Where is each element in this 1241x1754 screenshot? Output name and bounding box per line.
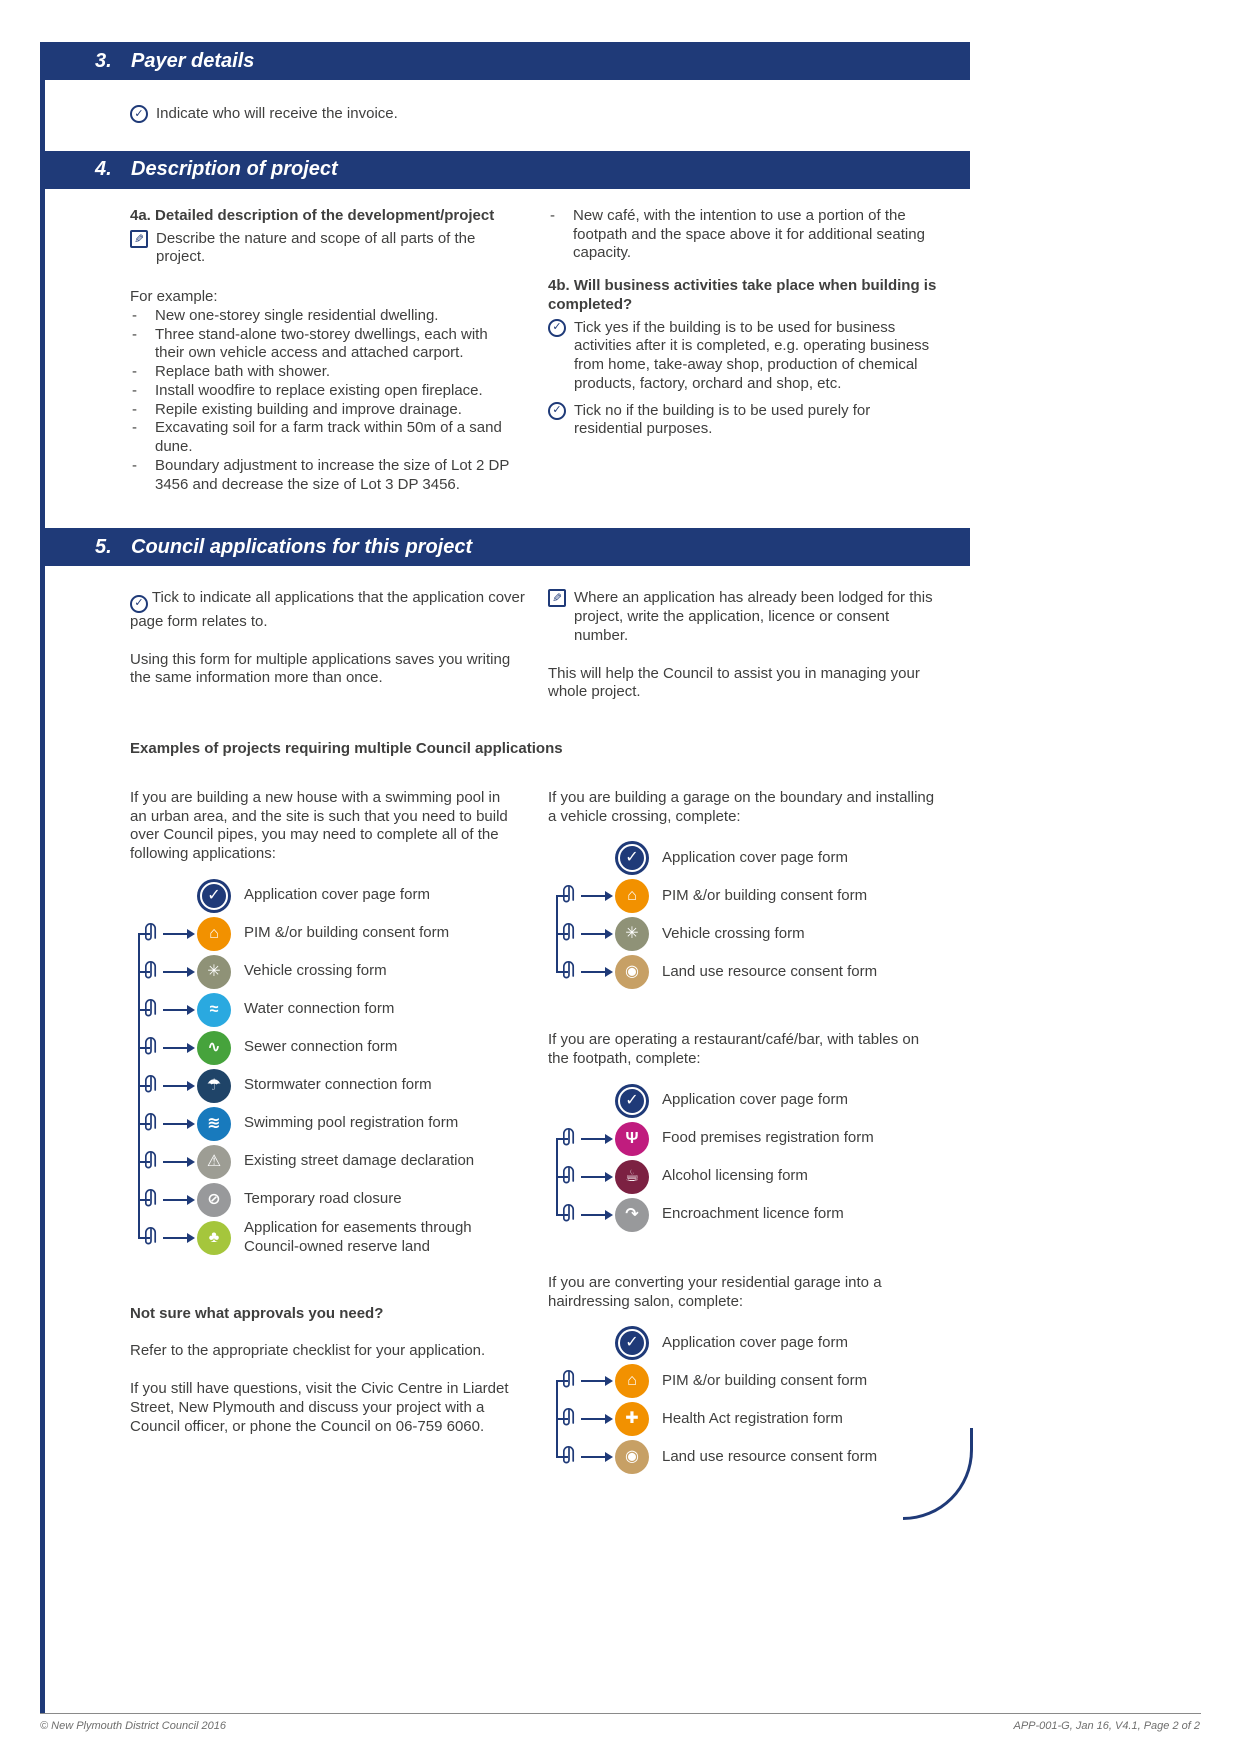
section-title: Payer details	[131, 49, 255, 72]
not-sure-heading: Not sure what approvals you need?	[130, 1304, 384, 1322]
example-list-continued	[548, 207, 940, 263]
encroachment-licence-icon: ↷	[615, 1198, 649, 1232]
section-5-intro-right	[548, 589, 940, 702]
form-label: Temporary road closure	[244, 1190, 402, 1208]
tick-note	[130, 589, 530, 631]
connector-lead	[556, 1158, 615, 1196]
section-title: Council applications for this project	[131, 535, 473, 558]
paperclip-icon	[563, 1203, 575, 1227]
arrow-icon	[581, 1418, 606, 1420]
form-label: Stormwater connection form	[244, 1076, 432, 1094]
form-label: Health Act registration form	[662, 1409, 843, 1427]
footer-copyright: © New Plymouth District Council 2016	[40, 1720, 227, 1732]
connector-lead	[556, 839, 615, 877]
pim-building-consent-icon: ⌂	[615, 1364, 649, 1398]
connector-lead	[556, 877, 615, 915]
connector-lead	[556, 953, 615, 991]
list-item: - Replace bath with shower.	[130, 363, 520, 382]
arrow-icon	[581, 971, 606, 973]
application-form-row	[556, 1158, 940, 1196]
form-label: Vehicle crossing form	[662, 924, 805, 942]
form-label: Application cover page form	[662, 848, 848, 866]
arrow-icon	[581, 1380, 606, 1382]
section-number: 4.	[95, 158, 112, 181]
arrow-icon	[163, 1009, 188, 1011]
application-form-row	[138, 1219, 520, 1257]
tick-no-text: Tick no if the building is to be used purely for residential purposes.	[574, 401, 871, 438]
payer-note-text: Indicate who will receive the invoice.	[156, 105, 398, 122]
section-5-scenarios	[130, 789, 1241, 1477]
list-item: - New one-storey single residential dwelling.	[130, 307, 520, 326]
pencil-box-icon: ✎	[130, 230, 148, 248]
application-form-tree	[556, 839, 940, 991]
section-5-header	[40, 528, 970, 566]
pim-building-consent-icon: ⌂	[197, 917, 231, 951]
application-form-row	[556, 1362, 940, 1400]
connector-lead	[556, 1196, 615, 1234]
paperclip-icon	[563, 1369, 575, 1393]
footer-divider	[40, 1713, 1201, 1714]
connector-lead	[138, 1067, 197, 1105]
form-label: Application cover page form	[662, 1333, 848, 1351]
multi-note-text: Using this form for multiple applications saves you writing the same information more than once.	[130, 650, 511, 687]
form-label: PIM &/or building consent form	[662, 1371, 868, 1389]
write-note	[548, 589, 940, 645]
paperclip-icon	[145, 1036, 157, 1060]
paperclip-icon	[145, 1226, 157, 1250]
arrow-icon	[163, 1161, 188, 1163]
footer-document-reference: APP-001-G, Jan 16, V4.1, Page 2 of 2	[1013, 1720, 1200, 1732]
paperclip-icon	[145, 1074, 157, 1098]
tick-note-text: Tick to indicate all applications that the application cover page form relates to.	[130, 589, 525, 630]
connector-lead	[138, 991, 197, 1029]
application-cover-page-icon: ✓	[197, 879, 231, 913]
paperclip-icon	[563, 1165, 575, 1189]
form-label: Encroachment licence form	[662, 1205, 844, 1223]
connector-lead	[556, 1362, 615, 1400]
connector-lead	[138, 953, 197, 991]
form-label: Land use resource consent form	[662, 1447, 878, 1465]
form-label: Application cover page form	[244, 886, 430, 904]
paperclip-icon	[145, 1150, 157, 1174]
paperclip-icon	[563, 1127, 575, 1151]
application-form-row	[138, 1181, 520, 1219]
scenario-intro: If you are building a new house with a swimming pool in an urban area, and the site is such that you need to build over Council pipes, you may need to complete all of the following applications:	[130, 788, 508, 862]
application-form-row	[556, 1324, 940, 1362]
list-item: - Repile existing building and improve drainage.	[130, 401, 520, 420]
application-form-row	[556, 1082, 940, 1120]
write-note-text: Where an application has already been lodged for this project, write the application, licence or consent number.	[574, 589, 933, 644]
form-label: PIM &/or building consent form	[662, 886, 868, 904]
question-4a-note-text: Describe the nature and scope of all parts of the project.	[156, 229, 476, 266]
sewer-connection-icon: ∿	[197, 1031, 231, 1065]
form-label: Land use resource consent form	[662, 962, 878, 980]
application-form-row	[138, 953, 520, 991]
connector-lead	[138, 1105, 197, 1143]
list-item: - Excavating soil for a farm track within 50m of a sand dune.	[130, 419, 520, 457]
example-list	[130, 307, 520, 495]
application-cover-page-icon: ✓	[615, 1326, 649, 1360]
swimming-pool-registration-icon: ≋	[197, 1107, 231, 1141]
paperclip-icon	[563, 1407, 575, 1431]
paperclip-icon	[145, 998, 157, 1022]
question-4a-heading: 4a. Detailed description of the development/project	[130, 206, 495, 224]
arrow-icon	[163, 933, 188, 935]
application-form-row	[138, 991, 520, 1029]
application-form-tree	[138, 877, 520, 1257]
arrow-icon	[163, 1047, 188, 1049]
arrow-icon	[163, 1237, 188, 1239]
arrow-icon	[581, 1176, 606, 1178]
paperclip-icon	[145, 1112, 157, 1136]
land-use-consent-icon: ◉	[615, 1440, 649, 1474]
section-3-header	[40, 42, 970, 80]
form-label: Food premises registration form	[662, 1129, 874, 1147]
form-label: Existing street damage declaration	[244, 1152, 475, 1170]
connector-lead	[556, 1400, 615, 1438]
section-5-intro	[130, 589, 1241, 702]
paperclip-icon	[563, 922, 575, 946]
form-label: Alcohol licensing form	[662, 1167, 808, 1185]
list-item: - Three stand-alone two-storey dwellings, each with their own vehicle access and attached carport.	[130, 326, 520, 364]
examples-heading: Examples of projects requiring multiple Council applications	[130, 740, 563, 757]
arrow-icon	[581, 1214, 606, 1216]
tick-no-note	[548, 402, 940, 440]
pim-building-consent-icon: ⌂	[615, 879, 649, 913]
arrow-icon	[581, 1456, 606, 1458]
connector-lead	[138, 1219, 197, 1257]
paperclip-icon	[145, 922, 157, 946]
pencil-box-icon: ✎	[548, 589, 566, 607]
for-example-label: For example:	[130, 288, 218, 305]
application-form-row	[556, 953, 940, 991]
list-item: - New café, with the intention to use a portion of the footpath and the space above it for additional seating capacity.	[548, 207, 940, 263]
form-label: Water connection form	[244, 1000, 395, 1018]
form-label: Sewer connection form	[244, 1038, 398, 1056]
arrow-icon	[163, 1085, 188, 1087]
application-form-row	[138, 1143, 520, 1181]
food-premises-icon: Ψ	[615, 1122, 649, 1156]
vehicle-crossing-icon: ✳	[615, 917, 649, 951]
left-border-rule	[40, 42, 45, 1713]
connector-lead	[138, 877, 197, 915]
question-4b-heading: 4b. Will business activities take place when building is completed?	[548, 277, 937, 313]
paperclip-icon	[563, 884, 575, 908]
application-form-tree	[556, 1082, 940, 1234]
section-4-body	[130, 207, 1241, 495]
easements-icon: ♣	[197, 1221, 231, 1255]
vehicle-crossing-icon: ✳	[197, 955, 231, 989]
connector-lead	[556, 1324, 615, 1362]
road-closure-icon: ⊘	[197, 1183, 231, 1217]
list-item: - Boundary adjustment to increase the size of Lot 2 DP 3456 and decrease the size of Lot 3 DP 3456.	[130, 457, 520, 495]
stormwater-connection-icon: ☂	[197, 1069, 231, 1103]
payer-note	[130, 105, 1241, 124]
section-title: Description of project	[131, 158, 338, 181]
form-label: PIM &/or building consent form	[244, 924, 450, 942]
refer-text: Refer to the appropriate checklist for your application.	[130, 1341, 486, 1359]
connector-lead	[556, 1082, 615, 1120]
application-cover-page-icon: ✓	[615, 841, 649, 875]
connector-lead	[556, 1120, 615, 1158]
street-damage-icon: ⚠	[197, 1145, 231, 1179]
scenario-intro: If you are operating a restaurant/café/bar, with tables on the footpath, complete:	[548, 1031, 920, 1067]
paperclip-icon	[563, 1445, 575, 1469]
land-use-consent-icon: ◉	[615, 955, 649, 989]
section-number: 3.	[95, 49, 112, 72]
section-4-header	[40, 151, 970, 189]
application-form-row	[556, 1120, 940, 1158]
arrow-icon	[163, 1199, 188, 1201]
application-form-row	[556, 1400, 940, 1438]
application-form-row	[138, 1029, 520, 1067]
scenario-intro: If you are building a garage on the boundary and installing a vehicle crossing, complete:	[548, 788, 935, 825]
application-form-row	[138, 1067, 520, 1105]
water-connection-icon: ≈	[197, 993, 231, 1027]
tick-circle-icon: ✓	[130, 105, 148, 123]
section-4-right-column	[548, 207, 940, 495]
application-form-tree	[556, 1324, 940, 1476]
connector-lead	[556, 1438, 615, 1476]
section-5-intro-left	[130, 589, 530, 702]
paperclip-icon	[145, 1188, 157, 1212]
connector-lead	[138, 1181, 197, 1219]
tick-yes-note	[548, 319, 940, 394]
form-label: Swimming pool registration form	[244, 1114, 459, 1132]
arrow-icon	[163, 1123, 188, 1125]
scenarios-left-column	[130, 789, 520, 1477]
scenario-intro: If you are converting your residential garage into a hairdressing salon, complete:	[548, 1273, 882, 1310]
section-number: 5.	[95, 535, 112, 558]
arrow-icon	[163, 971, 188, 973]
application-form-row	[138, 915, 520, 953]
paperclip-icon	[145, 960, 157, 984]
alcohol-licensing-icon: ☕	[615, 1160, 649, 1194]
application-form-row	[556, 1196, 940, 1234]
list-item: - Install woodfire to replace existing open fireplace.	[130, 382, 520, 401]
form-label: Application cover page form	[662, 1091, 848, 1109]
paperclip-icon	[563, 960, 575, 984]
application-form-row	[556, 1438, 940, 1476]
arrow-icon	[581, 895, 606, 897]
health-act-icon: ✚	[615, 1402, 649, 1436]
application-cover-page-icon: ✓	[615, 1084, 649, 1118]
questions-text: If you still have questions, visit the Civic Centre in Liardet Street, New Plymouth and discuss your project with a Council officer, or phone the Council on 06-759 6060.	[130, 1380, 509, 1435]
application-form-row	[556, 839, 940, 877]
tick-circle-icon: ✓	[548, 402, 566, 420]
form-label: Vehicle crossing form	[244, 962, 387, 980]
connector-lead	[556, 915, 615, 953]
application-form-row	[556, 877, 940, 915]
connector-lead	[138, 1029, 197, 1067]
connector-lead	[138, 915, 197, 953]
form-label: Application for easements through Council-owned reserve land	[244, 1219, 472, 1255]
application-form-row	[556, 915, 940, 953]
tick-yes-text: Tick yes if the building is to be used for business activities after it is completed, e.g. operating business from home, take-away shop, production of chemical products, factory, orchard and shop, etc.	[574, 318, 930, 392]
question-4a-note	[130, 230, 520, 268]
tick-circle-icon: ✓	[130, 595, 148, 613]
tick-circle-icon: ✓	[548, 319, 566, 337]
section-4-left-column	[130, 207, 520, 495]
help-note-text: This will help the Council to assist you in managing your whole project.	[548, 664, 920, 701]
application-form-row	[138, 877, 520, 915]
arrow-icon	[581, 1138, 606, 1140]
application-form-row	[138, 1105, 520, 1143]
arrow-icon	[581, 933, 606, 935]
scenarios-right-column	[548, 789, 940, 1477]
connector-lead	[138, 1143, 197, 1181]
